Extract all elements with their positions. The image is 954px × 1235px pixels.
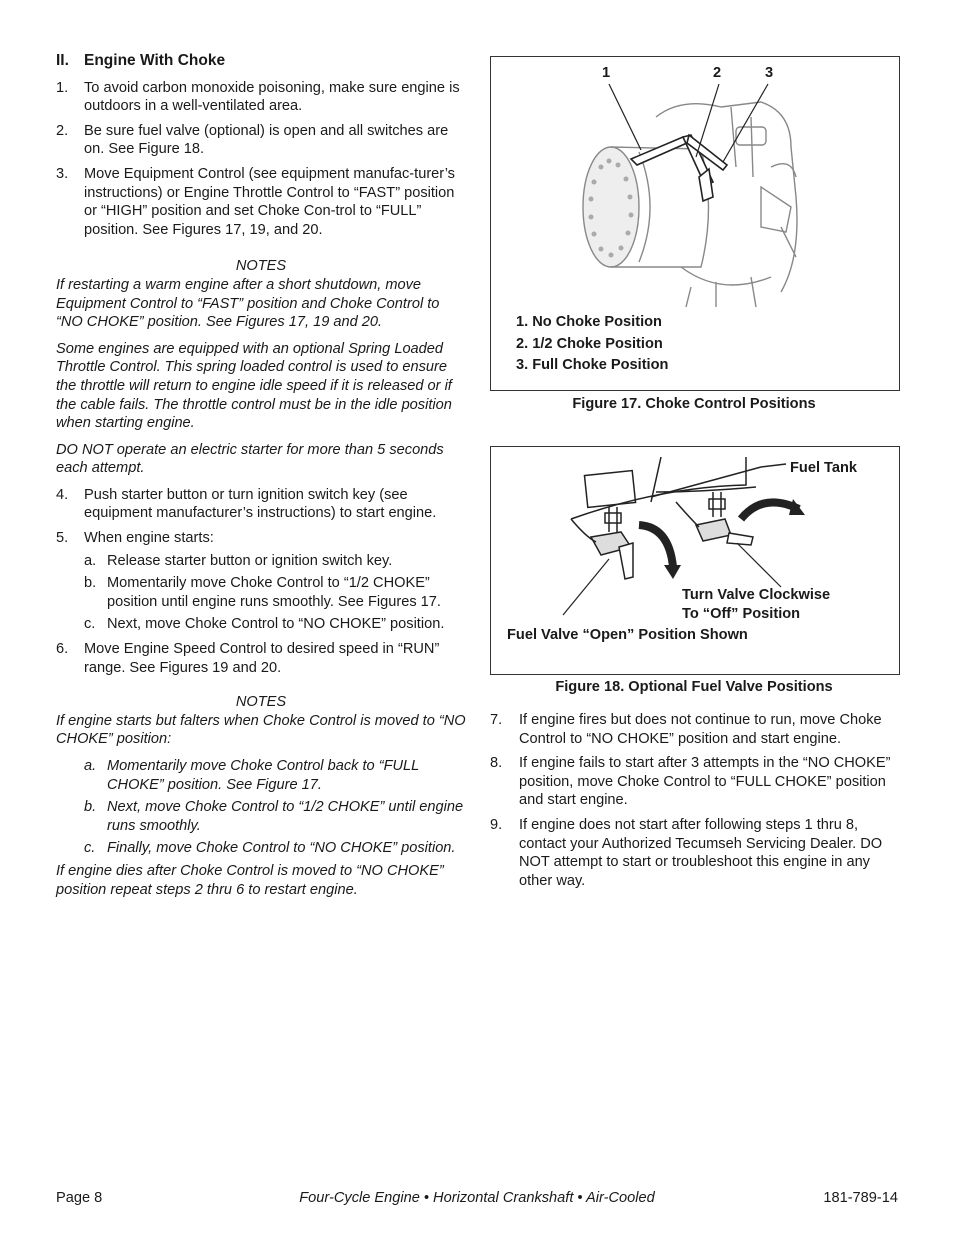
figure-17-legend <box>516 312 668 377</box>
turn-valve-label-2: To “Off” Position <box>682 606 801 622</box>
callout-1: 1 <box>602 65 611 81</box>
note-paragraph: Some engines are equipped with an optional Spring Loaded Throttle Control. This spring loaded control is used to ensure the throttle will return to engine idle speed if it is released or if the cable fails. The throttle control must be in the idle position when starting engine. <box>56 340 452 432</box>
step-6: 6. Move Engine Speed Control to desired speed in “RUN” range. See Figures 19 and 20. <box>56 641 440 676</box>
step-5: 5. When engine starts: <box>56 530 214 547</box>
notes-title-1: NOTES <box>235 258 287 275</box>
notes-title-2: NOTES <box>235 694 287 711</box>
figure-17-box <box>490 56 900 391</box>
fuel-tank-label: Fuel Tank <box>790 460 858 476</box>
callout-2: 2 <box>713 65 722 81</box>
left-column <box>56 52 466 907</box>
footer-page: Page 8 <box>56 1190 103 1206</box>
right-column <box>490 711 898 896</box>
legend-item: 3. Full Choke Position <box>516 357 669 373</box>
section-title: Engine With Choke <box>84 52 226 69</box>
substep-b: b. Momentarily move Choke Control to “1/2 CHOKE” position until engine runs smoothly. See Figures 17. <box>84 575 441 610</box>
note-intro: If engine starts but falters when Choke Control is moved to “NO CHOKE” position: <box>56 712 466 748</box>
step-7: 7. If engine fires but does not continue to run, move Choke Control to “NO CHOKE” position and start engine. <box>490 712 882 747</box>
step-8: 8. If engine fails to start after 3 attempts in the “NO CHOKE” position, move Choke Control to “FULL CHOKE” position and start engine. <box>490 755 891 809</box>
section-number: II. <box>56 52 69 69</box>
footer-code: 181-789-14 <box>823 1190 898 1206</box>
legend-item: 2. 1/2 Choke Position <box>516 335 663 352</box>
substep-a: a. Release starter button or ignition switch key. <box>84 552 393 569</box>
engine-choke-illustration <box>491 57 899 307</box>
figure-18-caption: Figure 18. Optional Fuel Valve Positions <box>555 679 833 695</box>
note-paragraph: DO NOT operate an electric starter for more than 5 seconds each attempt. <box>56 441 444 477</box>
step-3: 3. Move Equipment Control (see equipment manufac-turer’s instructions) or Engine Throttle Control to “FAST” position or “HIGH” position and set Choke Con-trol to “FULL” position. See Figures 17, 19, and 20. <box>56 165 455 238</box>
section-heading <box>56 52 466 71</box>
substep-c: c. Next, move Choke Control to “NO CHOKE” position. <box>84 616 445 633</box>
note-substep-c: c. Finally, move Choke Control to “NO CHOKE” position. <box>84 840 456 857</box>
note-substep-b: b. Next, move Choke Control to “1/2 CHOKE” until engine runs smoothly. <box>84 799 464 834</box>
step-9: 9. If engine does not start after following steps 1 thru 8, contact your Authorized Tecumseh Servicing Dealer. DO NOT attempt to start or troubleshoot this engine in any other way. <box>490 816 883 889</box>
callout-3: 3 <box>765 65 774 81</box>
figure-18-box <box>490 446 900 675</box>
step-2: 2. Be sure fuel valve (optional) is open and all switches are on. See Figure 18. <box>56 122 449 158</box>
legend-item: 1. No Choke Position <box>516 314 662 330</box>
footer-title: Four-Cycle Engine • Horizontal Crankshaft • Air-Cooled <box>299 1190 655 1206</box>
note-outro: If engine dies after Choke Control is moved to “NO CHOKE” position repeat steps 2 thru 6 to restart engine. <box>56 862 444 898</box>
note-paragraph: If restarting a warm engine after a short shutdown, move Equipment Control to “FAST” position and Choke Control to “NO CHOKE” position. See Figures 17, 19 and 20. <box>56 276 440 331</box>
step-1: 1. To avoid carbon monoxide poisoning, make sure engine is outdoors in a well-ventilated area. <box>56 79 460 115</box>
figure-17-caption: Figure 17. Choke Control Positions <box>572 396 816 412</box>
step-4: 4. Push starter button or turn ignition switch key (see equipment manufacturer’s instructions) to start engine. <box>56 486 437 522</box>
valve-open-label: Fuel Valve “Open” Position Shown <box>507 627 748 643</box>
note-substep-a: a. Momentarily move Choke Control back to “FULL CHOKE” position. See Figure 17. <box>84 758 419 793</box>
turn-valve-label-1: Turn Valve Clockwise <box>682 587 831 603</box>
